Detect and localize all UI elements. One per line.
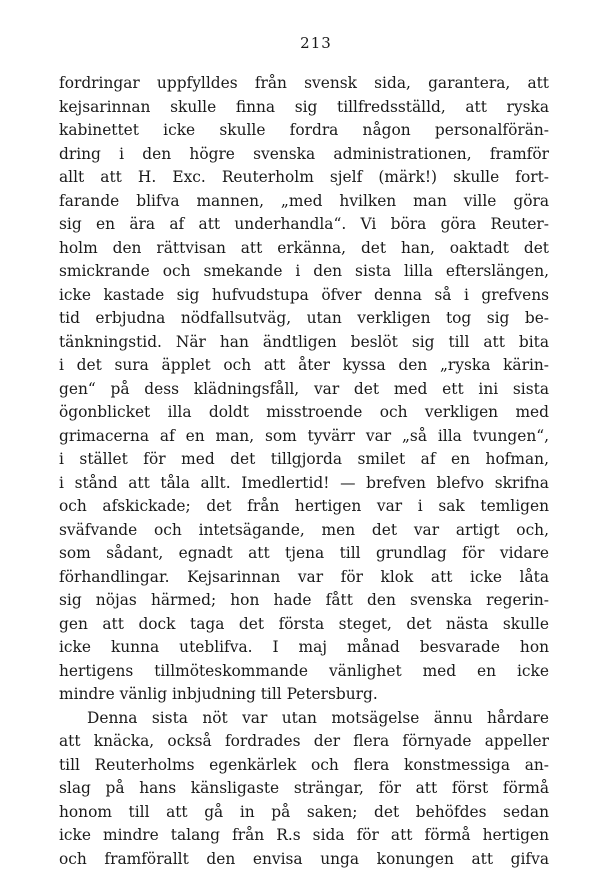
text-line: honom till att gå in på saken; det behöfdes sedan	[59, 802, 549, 821]
text-line: som sådant, egnadt att tjena till grundlag för vidare	[59, 544, 549, 562]
text-line: kabinettet icke skulle fordra någon personalförän-	[59, 121, 549, 139]
text-line: sväfvande och intetsägande, men det var artigt och,	[59, 520, 549, 539]
paragraph-start-line: Denna sista nöt var utan motsägelse ännu hårdare	[87, 708, 549, 727]
text-line: kejsarinnan skulle finna sig tillfredsställd, att ryska	[59, 97, 549, 116]
page-number: 213	[300, 34, 332, 52]
text-line: icke kunna uteblifva. I maj månad besvarade hon	[59, 638, 549, 656]
text-line: slag på hans känsligaste strängar, för att först förmå	[59, 779, 549, 797]
body-text	[59, 72, 549, 871]
text-line: tid erbjudna nödfallsutväg, utan verkligen tog sig be-	[59, 309, 549, 327]
text-line: tänkningstid. När han ändtligen beslöt sig till att bita	[59, 332, 549, 351]
paragraph-end-line: mindre vänlig inbjudning till Petersburg.	[59, 685, 378, 703]
text-line: i stånd att tåla allt. Imedlertid! — brefven blefvo skrifna	[59, 473, 549, 492]
text-line: i det sura äpplet och att åter kyssa den „ryska kärin-	[59, 356, 549, 374]
text-line: förhandlingar. Kejsarinnan var för klok att icke låta	[59, 567, 549, 586]
text-line: icke mindre talang från R.s sida för att förmå hertigen	[59, 826, 549, 844]
text-line: och framförallt den envisa unga konungen att gifva	[59, 849, 549, 868]
text-line: allt att H. Exc. Reuterholm sjelf (märk!) skulle fort-	[59, 168, 549, 186]
text-line: till Reuterholms egenkärlek och flera konstmessiga an-	[59, 755, 549, 774]
text-line: sig en ära af att underhandla“. Vi böra göra Reuter-	[59, 215, 549, 233]
text-line: hertigens tillmöteskommande vänlighet med en icke	[59, 661, 549, 680]
text-line: sig nöjas härmed; hon hade fått den svenska regerin-	[59, 591, 549, 609]
text-line: smickrande och smekande i den sista lilla efterslängen,	[59, 262, 549, 280]
text-line: dring i den högre svenska administrationen, framför	[59, 144, 549, 163]
text-line: och afskickade; det från hertigen var i sak temligen	[59, 497, 549, 515]
text-line: farande blifva mannen, „med hvilken man ville göra	[59, 191, 549, 210]
text-line: gen att dock taga det första steget, det nästa skulle	[59, 614, 549, 633]
text-line: att knäcka, också fordrades der flera förnyade appeller	[59, 732, 549, 750]
text-line: holm den rättvisan att erkänna, det han, oaktadt det	[59, 238, 549, 257]
text-line: grimacerna af en man, som tyvärr var „så illa tvungen“,	[59, 426, 549, 445]
text-line: i stället för med det tillgjorda smilet af en hofman,	[59, 450, 549, 468]
text-line: gen“ på dess klädningsfåll, var det med ett ini sista	[59, 379, 549, 398]
text-line: ögonblicket illa doldt misstroende och verkligen med	[59, 403, 549, 421]
text-line: fordringar uppfylldes från svensk sida, garantera, att	[59, 74, 549, 92]
text-line: icke kastade sig hufvudstupa öfver denna så i grefvens	[59, 285, 549, 304]
